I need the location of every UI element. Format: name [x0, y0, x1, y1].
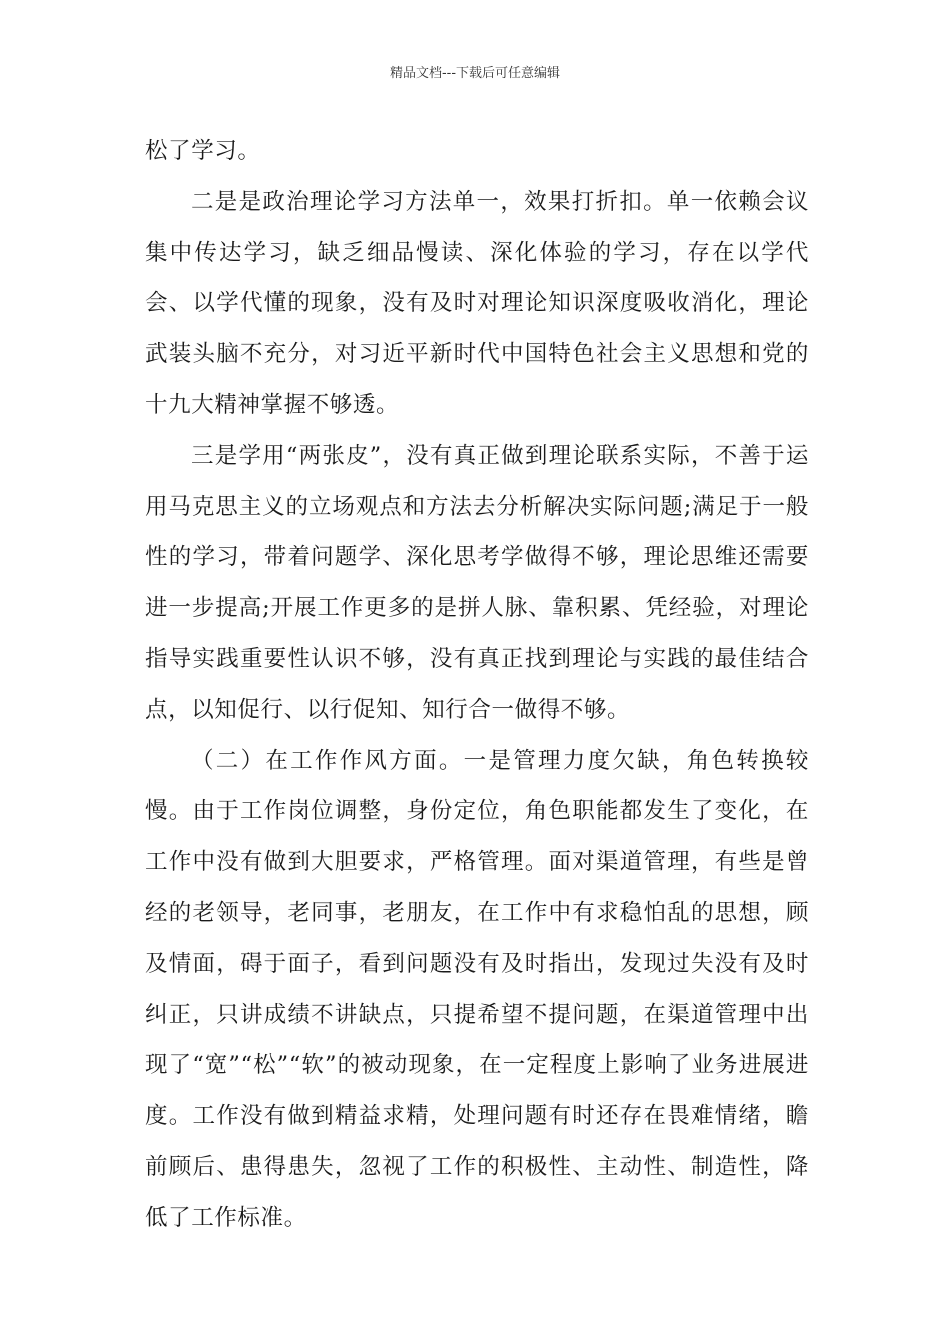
paragraph-2: 二是是政治理论学习方法单一，效果打折扣。单一依赖会议集中传达学习，缺乏细品慢读、深化体验的学习，存在以学代会、以学代懂的现象，没有及时对理论知识深度吸收消化，理论武装头脑不充分，对习近平新时代中国特色社会主义思想和党的十九大精神掌握不够透。 — [145, 188, 809, 418]
paragraph-3: 三是学用“两张皮”，没有真正做到理论联系实际，不善于运用马克思主义的立场观点和方法去分析解决实际问题;满足于一般性的学习，带着问题学、深化思考学做得不够，理论思维还需要进一步提高;开展工作更多的是拼人脉、靠积累、凭经验，对理论指导实践重要性认识不够，没有真正找到理论与实践的最佳结合点，以知促行、以行促知、知行合一做得不够。 — [145, 442, 809, 723]
page-header: 精品文档---下载后可任意编辑 — [389, 66, 561, 81]
document-body — [145, 126, 809, 1244]
paragraph-4: （二）在工作作风方面。一是管理力度欠缺，角色转换较慢。由于工作岗位调整，身份定位，角色职能都发生了变化，在工作中没有做到大胆要求，严格管理。面对渠道管理，有些是曾经的老领导，老同事，老朋友，在工作中有求稳怕乱的思想，顾及情面，碍于面子，看到问题没有及时指出，发现过失没有及时纠正，只讲成绩不讲缺点，只提希望不提问题，在渠道管理中出现了“宽”“松”“软”的被动现象，在一定程度上影响了业务进展进度。工作没有做到精益求精，处理问题有时还存在畏难情绪，瞻前顾后、患得患失，忽视了工作的积极性、主动性、制造性，降低了工作标准。 — [145, 747, 809, 1231]
paragraph-1: 松了学习。 — [145, 138, 261, 164]
